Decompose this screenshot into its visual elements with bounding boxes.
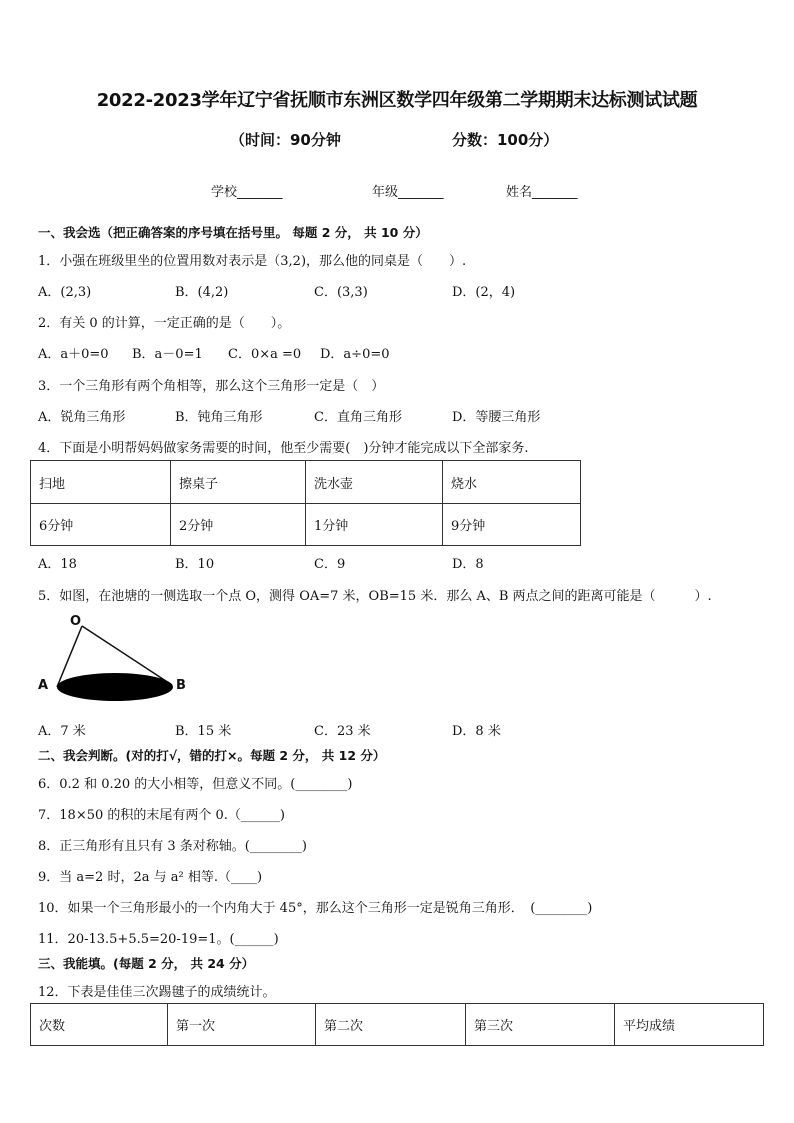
table-cell: 擦桌子	[171, 461, 306, 504]
option-4c: C．9	[314, 557, 346, 572]
table-cell: 6分钟	[31, 504, 171, 546]
option-5b: B．15 米	[175, 724, 232, 739]
option-2b: B．a－0=1	[132, 347, 203, 362]
chores-table	[30, 460, 581, 546]
page-title: 2022-2023学年辽宁省抚顺市东洲区数学四年级第二学期期末达标测试试题	[96, 90, 698, 111]
question-8: 8．正三角形有且只有 3 条对称轴。(________)	[38, 839, 307, 854]
exam-time: （时间：90分钟	[230, 131, 341, 149]
option-5c: C．23 米	[314, 724, 371, 739]
option-5d: D．8 米	[452, 724, 501, 739]
question-11: 11．20-13.5+5.5=20-19=1。(______)	[38, 932, 279, 947]
option-3c: C．直角三角形	[314, 410, 402, 425]
option-5a: A．7 米	[38, 724, 86, 739]
point-b-label: B	[176, 678, 186, 693]
question-3: 3．一个三角形有两个角相等，那么这个三角形一定是（ ）	[38, 379, 385, 394]
option-3a: A．锐角三角形	[38, 410, 126, 425]
exam-score: 分数：100分）	[452, 131, 559, 149]
option-3b: B．钝角三角形	[175, 410, 263, 425]
option-3d: D．等腰三角形	[452, 410, 541, 425]
name-field: 姓名_______	[506, 185, 578, 200]
table-row	[31, 1004, 764, 1046]
table-header-cell: 第三次	[466, 1004, 615, 1046]
option-4a: A．18	[38, 557, 77, 572]
table-cell: 1分钟	[306, 504, 443, 546]
point-o-label: O	[70, 614, 82, 629]
question-12: 12．下表是佳佳三次踢毽子的成绩统计。	[38, 985, 276, 1000]
question-2: 2．有关 0 的计算，一定正确的是（ ）。	[38, 316, 291, 331]
section-heading-fill: 三、我能填。(每题 2 分， 共 24 分）	[38, 956, 255, 971]
question-7: 7．18×50 的积的末尾有两个 0.（______)	[38, 808, 285, 823]
point-a-label: A	[38, 678, 49, 693]
table-cell: 2分钟	[171, 504, 306, 546]
section-heading-choice: 一、我会选（把正确答案的序号填在括号里。 每题 2 分， 共 10 分）	[38, 225, 428, 240]
question-1: 1．小强在班级里坐的位置用数对表示是（3,2)，那么他的同桌是（ ）.	[38, 254, 467, 269]
table-header-cell: 第一次	[168, 1004, 316, 1046]
question-10: 10．如果一个三角形最小的一个内角大于 45°，那么这个三角形一定是锐角三角形． (________)	[38, 901, 593, 916]
option-2a: A．a＋0=0	[38, 347, 109, 362]
option-1d: D．(2，4)	[452, 285, 516, 300]
option-1b: B．(4,2)	[175, 285, 229, 300]
option-2c: C．0×a =0	[228, 347, 302, 362]
table-header-cell: 平均成绩	[615, 1004, 764, 1046]
question-6: 6．0.2 和 0.20 的大小相等，但意义不同。(________)	[38, 777, 353, 792]
section-heading-judge: 二、我会判断。(对的打√，错的打×。每题 2 分， 共 12 分）	[38, 748, 386, 763]
grade-field: 年级_______	[372, 185, 444, 200]
table-row	[31, 504, 581, 546]
option-4b: B．10	[175, 557, 215, 572]
school-field: 学校_______	[211, 185, 283, 200]
option-2d: D．a÷0=0	[320, 347, 390, 362]
option-1a: A．(2,3)	[38, 285, 92, 300]
question-5: 5．如图，在池塘的一侧选取一个点 O，测得 OA=7 米，OB=15 米．那么 A、B 两点之间的距离可能是（ ）.	[38, 589, 712, 604]
table-header-cell: 次数	[31, 1004, 168, 1046]
pond-shape	[57, 673, 173, 701]
question-9: 9．当 a=2 时，2a 与 a² 相等.（____)	[38, 870, 263, 885]
table-cell: 9分钟	[443, 504, 581, 546]
table-cell: 烧水	[443, 461, 581, 504]
question-4: 4．下面是小明帮妈妈做家务需要的时间，他至少需要( )分钟才能完成以下全部家务.	[38, 441, 529, 456]
option-1c: C．(3,3)	[314, 285, 368, 300]
table-cell: 扫地	[31, 461, 171, 504]
table-cell: 洗水壶	[306, 461, 443, 504]
shuttlecock-table	[30, 1003, 764, 1046]
option-4d: D．8	[452, 557, 484, 572]
table-header-cell: 第二次	[316, 1004, 466, 1046]
table-row	[31, 461, 581, 504]
